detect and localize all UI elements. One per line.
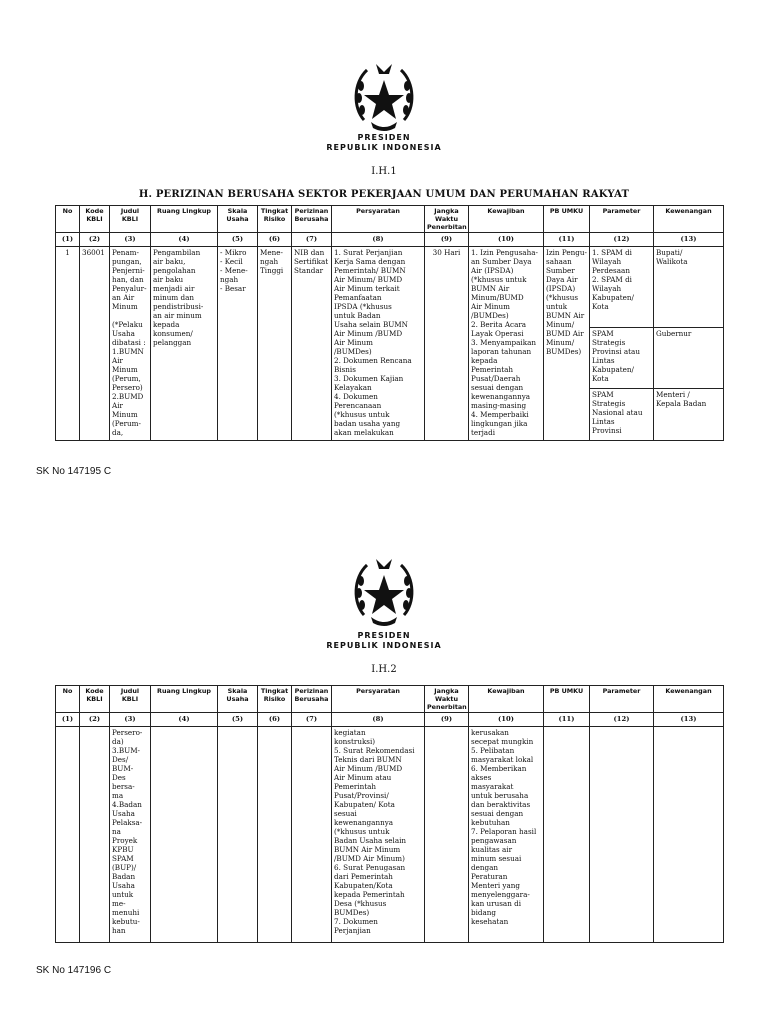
column-header: Jangka Waktu Penerbitan xyxy=(425,686,469,713)
cell-jangka-waktu: 30 Hari xyxy=(425,247,469,441)
column-number: (10) xyxy=(469,713,544,727)
table-header-row xyxy=(56,686,724,713)
garuda-emblem-icon xyxy=(349,553,419,628)
column-number: (3) xyxy=(110,713,151,727)
column-number: (6) xyxy=(258,713,292,727)
cell-skala-usaha: - Mikro - Kecil - Mene- ngah - Besar xyxy=(218,247,258,441)
section-title: H. PERIZINAN BERUSAHA SEKTOR PEKERJAAN UMUM DAN PERUMAHAN RAKYAT xyxy=(138,189,630,200)
column-number: (10) xyxy=(469,233,544,247)
column-header: Perizinan Berusaha xyxy=(292,686,332,713)
column-number: (12) xyxy=(590,233,654,247)
column-header: Parameter xyxy=(590,686,654,713)
parameter-item: SPAM Strategis Provinsi atau Lintas Kabupaten/ Kota xyxy=(590,328,653,389)
column-header: Perizinan Berusaha xyxy=(292,206,332,233)
column-number: (13) xyxy=(654,233,724,247)
cell-pb-umku xyxy=(544,727,590,943)
column-header: Judul KBLI xyxy=(110,686,151,713)
column-header: PB UMKU xyxy=(544,206,590,233)
column-header: Skala Usaha xyxy=(218,206,258,233)
column-header: No xyxy=(56,686,80,713)
column-number: (4) xyxy=(151,713,218,727)
column-number: (13) xyxy=(654,713,724,727)
license-table xyxy=(55,685,724,943)
column-number: (3) xyxy=(110,233,151,247)
column-header: Kewenangan xyxy=(654,206,724,233)
cell-perizinan xyxy=(292,727,332,943)
column-number: (2) xyxy=(80,233,110,247)
cell-ruang-lingkup xyxy=(151,727,218,943)
letterhead-line-2: REPUBLIK INDONESIA xyxy=(326,641,442,650)
parameter-item: 1. SPAM di Wilayah Perdesaan 2. SPAM di Wilayah Kabupaten/ Kota xyxy=(590,247,653,328)
cell-perizinan: NIB dan Sertifikat Standar xyxy=(292,247,332,441)
document-footer-code: SK No 147195 C xyxy=(36,466,112,477)
cell-kewenangan xyxy=(654,727,724,943)
parameter-item: SPAM Strategis Nasional atau Lintas Provinsi xyxy=(592,390,643,435)
column-number: (11) xyxy=(544,713,590,727)
cell-parameter xyxy=(590,727,654,943)
column-header: Kewenangan xyxy=(654,686,724,713)
kewenangan-item: Menteri / Kepala Badan xyxy=(656,390,707,408)
letterhead-line-1: PRESIDEN xyxy=(357,631,411,640)
column-number: (12) xyxy=(590,713,654,727)
column-header: No xyxy=(56,206,80,233)
cell-persyaratan: 1. Surat Perjanjian Kerja Sama dengan Pemerintah/ BUMN Air Minum/ BUMD Air Minum terkait Pemanfaatan IPSDA (*khusus untuk Badan Usaha selain BUMN Air Minum /BUMD Air Minum /BUMDes) 2. Dokumen Rencana Bisnis 3. Dokumen Kajian Kelayakan 4. Dokumen Perencanaan (*khusus untuk badan usaha yang akan melakukan xyxy=(332,247,425,441)
column-header: Ruang Lingkup xyxy=(151,206,218,233)
cell-jangka-waktu xyxy=(425,727,469,943)
cell-ruang-lingkup: Pengambilan air baku, pengolahan air baku menjadi air minum dan pendistribusi- an air minum kepada konsumen/ pelanggan xyxy=(151,247,218,441)
cell-kode-kbli xyxy=(80,727,110,943)
cell-judul-kbli: Persero- da) 3.BUM- Des/ BUM- Des bersa- ma 4.Badan Usaha Pelaksa- na Proyek KPBU SPAM (BUP)/ Badan Usaha untuk me- menuhi kebutu- han xyxy=(110,727,151,943)
cell-tingkat-risiko: Mene- ngah Tinggi xyxy=(258,247,292,441)
column-number: (5) xyxy=(218,233,258,247)
cell-kewajiban: 1. Izin Pengusaha- an Sumber Daya Air (IPSDA) (*khusus untuk BUMN Air Minum/BUMD Air Minum /BUMDes) 2. Berita Acara Layak Operasi 3. Menyampaikan laporan tahunan kepada Pemerintah Pusat/Daerah sesuai dengan kewenangannya masing-masing 4. Memperbaiki lingkungan jika terjadi xyxy=(469,247,544,441)
column-header: Judul KBLI xyxy=(110,206,151,233)
cell-pb-umku: Izin Pengu- sahaan Sumber Daya Air (IPSDA) (*khusus untuk BUMN Air Minum/ BUMD Air Minum/ BUMDes) xyxy=(544,247,590,441)
column-header: Kewajiban xyxy=(469,686,544,713)
table-row xyxy=(56,727,724,943)
cell-kode-kbli: 36001 xyxy=(80,247,110,441)
page-code: I.H.1 xyxy=(371,166,397,177)
column-number: (8) xyxy=(332,713,425,727)
letterhead-line-2: REPUBLIK INDONESIA xyxy=(326,143,442,152)
cell-tingkat-risiko xyxy=(258,727,292,943)
cell-persyaratan: kegiatan konstruksi) 5. Surat Rekomendasi Teknis dari BUMN Air Minum /BUMD Air Minum atau Pemerintah Pusat/Provinsi/ Kabupaten/ Kota sesuai kewenangannya (*khusus untuk Badan Usaha selain BUMN Air Minum /BUMD Air Minum) 6. Surat Penugasan dari Pemerintah Kabupaten/Kota kepada Pemerintah Desa (*khusus BUMDes) 7. Dokumen Perjanjian xyxy=(332,727,425,943)
column-header: Parameter xyxy=(590,206,654,233)
column-header: Ruang Lingkup xyxy=(151,686,218,713)
column-header: Jangka Waktu Penerbitan xyxy=(425,206,469,233)
page-code: I.H.2 xyxy=(371,664,397,675)
column-number-row xyxy=(56,713,724,727)
column-number: (5) xyxy=(218,713,258,727)
document-footer-code: SK No 147196 C xyxy=(36,965,112,976)
column-number: (9) xyxy=(425,713,469,727)
column-number: (9) xyxy=(425,233,469,247)
column-header: Kode KBLI xyxy=(80,686,110,713)
cell-skala-usaha xyxy=(218,727,258,943)
kewenangan-item: Gubernur xyxy=(654,328,723,389)
column-number: (4) xyxy=(151,233,218,247)
column-number: (7) xyxy=(292,713,332,727)
column-header: Skala Usaha xyxy=(218,686,258,713)
cell-no: 1 xyxy=(56,247,80,441)
letterhead-line-1: PRESIDEN xyxy=(357,133,411,142)
letterhead xyxy=(0,631,768,651)
cell-no xyxy=(56,727,80,943)
column-number: (7) xyxy=(292,233,332,247)
column-header: Tingkat Risiko xyxy=(258,206,292,233)
column-header: Kewajiban xyxy=(469,206,544,233)
cell-judul-kbli: Penam- pungan, Penjerni- han, dan Penyalur- an Air Minum (*Pelaku Usaha dibatasi : 1.BUMN Air Minum (Perum, Persero) 2.BUMD Air Minum (Perum- da, xyxy=(110,247,151,441)
column-number: (8) xyxy=(332,233,425,247)
kewenangan-item: Bupati/ Walikota xyxy=(654,247,723,328)
column-header: Persyaratan xyxy=(332,206,425,233)
cell-kewajiban: kerusakan secepat mungkin 5. Pelibatan masyarakat lokal 6. Memberikan akses masyarakat untuk berusaha dan beraktivitas sesuai dengan kebutuhan 7. Pelaporan hasil pengawasan kualitas air minum sesuai dengan Peraturan Menteri yang menyelenggara- kan urusan di bidang kesehatan xyxy=(469,727,544,943)
column-number: (2) xyxy=(80,713,110,727)
column-header: Kode KBLI xyxy=(80,206,110,233)
column-number: (11) xyxy=(544,233,590,247)
column-number: (1) xyxy=(56,233,80,247)
column-number: (6) xyxy=(258,233,292,247)
column-header: Persyaratan xyxy=(332,686,425,713)
column-number: (1) xyxy=(56,713,80,727)
column-header: Tingkat Risiko xyxy=(258,686,292,713)
column-header: PB UMKU xyxy=(544,686,590,713)
